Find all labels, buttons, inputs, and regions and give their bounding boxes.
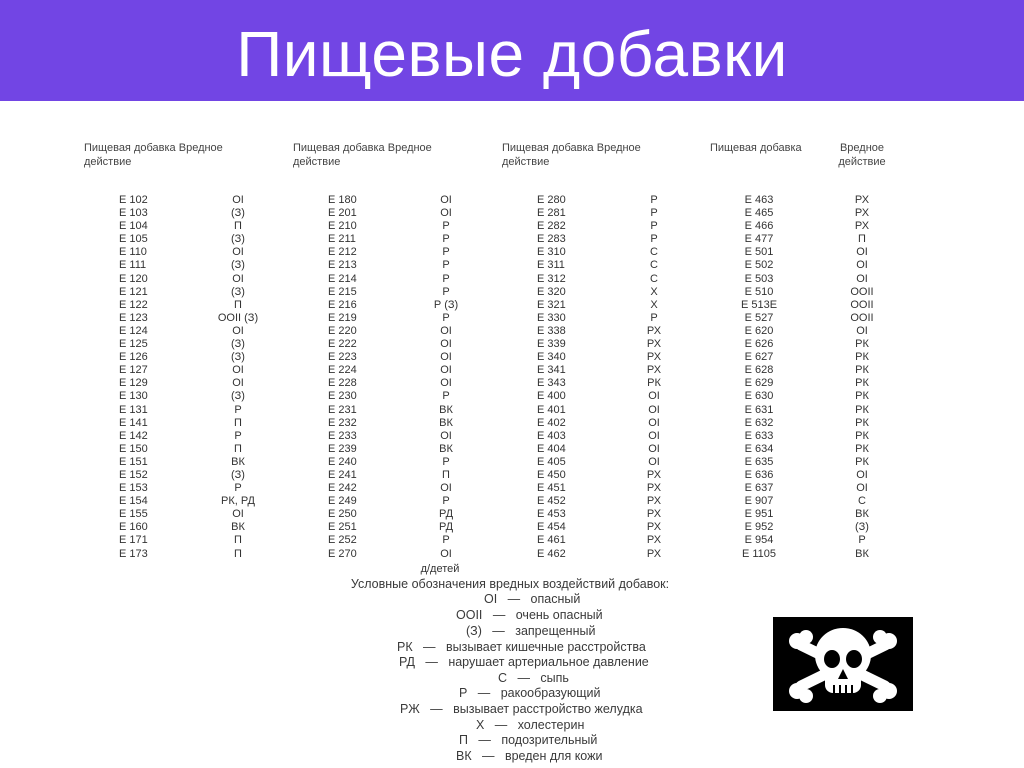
harmful-effect: ОI bbox=[232, 194, 244, 206]
additive-code: Е 180 bbox=[328, 194, 357, 206]
harmful-effect: Р bbox=[442, 390, 450, 403]
harmful-effect: (З) bbox=[231, 207, 245, 220]
legend-dash: — bbox=[467, 733, 502, 747]
harmful-effect: П bbox=[858, 233, 866, 246]
legend-code: Р bbox=[459, 686, 468, 700]
legend-item bbox=[459, 733, 597, 748]
legend-item bbox=[466, 624, 595, 639]
column-header-effect: Вредное действие bbox=[838, 142, 886, 168]
additive-code: Е 404 bbox=[537, 442, 566, 455]
harmful-effect: (З) bbox=[231, 285, 245, 298]
additive-code: Е 270 bbox=[328, 547, 357, 560]
harmful-effect: (З) bbox=[231, 338, 245, 351]
harmful-effect: РХ bbox=[646, 364, 662, 377]
harmful-effect: ОI bbox=[440, 207, 452, 220]
additive-code: Е 220 bbox=[328, 324, 357, 337]
harmful-effect: Р bbox=[442, 259, 450, 272]
harmful-effect: ОI bbox=[232, 272, 244, 285]
harmful-effect: С bbox=[858, 495, 866, 508]
additive-code: Е 501 bbox=[744, 246, 774, 259]
harmful-effect: ОI bbox=[648, 416, 660, 429]
additive-code: Е 152 bbox=[119, 468, 148, 481]
effects-list bbox=[624, 194, 684, 561]
additive-code: Е 954 bbox=[744, 534, 774, 547]
harmful-effect: Р bbox=[442, 534, 450, 547]
legend-meaning: вызывает кишечные расстройства bbox=[445, 640, 646, 654]
harmful-effect: РК bbox=[855, 403, 869, 416]
additive-code: Е 452 bbox=[537, 495, 566, 508]
additive-code: Е 503 bbox=[744, 272, 774, 285]
harmful-effect: ОI bbox=[232, 508, 244, 521]
legend-dash: — bbox=[481, 624, 516, 638]
legend-item bbox=[397, 640, 646, 655]
harmful-effect: РК, РД bbox=[221, 495, 255, 508]
additive-code: Е 201 bbox=[328, 207, 357, 220]
legend-code: ООII bbox=[456, 608, 483, 622]
header-effect: Вредное действие bbox=[84, 142, 223, 168]
harmful-effect: (З) bbox=[231, 351, 245, 364]
additive-code: Е 321 bbox=[537, 298, 566, 311]
additive-code: Е 466 bbox=[744, 220, 774, 233]
legend-meaning: сыпь bbox=[540, 671, 569, 685]
harmful-effect: Р bbox=[442, 220, 450, 233]
harmful-effect: РД bbox=[438, 521, 454, 534]
additive-code: Е 173 bbox=[119, 547, 148, 560]
additive-code: Е 454 bbox=[537, 521, 566, 534]
additive-code: Е 951 bbox=[744, 508, 774, 521]
column-header bbox=[502, 141, 672, 169]
legend-code: Х bbox=[476, 718, 485, 732]
harmful-effect: РХ bbox=[646, 521, 662, 534]
legend-item bbox=[400, 702, 643, 717]
header-code: Пищевая добавка bbox=[502, 142, 594, 154]
additive-code: Е 626 bbox=[744, 338, 774, 351]
harmful-effect: РХ bbox=[646, 468, 662, 481]
additive-code: Е 401 bbox=[537, 403, 566, 416]
additive-code: Е 130 bbox=[119, 390, 148, 403]
harmful-effect: ОI bbox=[440, 547, 452, 560]
legend-item bbox=[456, 749, 602, 764]
harmful-effect: РХ bbox=[646, 547, 662, 560]
additive-code: Е 340 bbox=[537, 351, 566, 364]
skull-and-crossbones-icon bbox=[773, 617, 913, 711]
harmful-effect: ВК bbox=[855, 508, 869, 521]
harmful-effect: ВК bbox=[231, 521, 245, 534]
additive-code: Е 462 bbox=[537, 547, 566, 560]
additive-code: Е 341 bbox=[537, 364, 566, 377]
harmful-effect: ОI bbox=[232, 324, 244, 337]
legend-dash: — bbox=[497, 592, 531, 606]
harmful-effect: П bbox=[234, 416, 242, 429]
harmful-effect: ОI bbox=[440, 194, 452, 206]
legend-dash: — bbox=[484, 718, 518, 732]
harmful-effect: РХ bbox=[646, 482, 662, 495]
harmful-effect: П bbox=[234, 442, 242, 455]
harmful-effect: ОI bbox=[440, 338, 452, 351]
additive-code: Е 102 bbox=[119, 194, 148, 206]
additive-code: Е 126 bbox=[119, 351, 148, 364]
legend-dash: — bbox=[419, 702, 454, 716]
legend-dash: — bbox=[412, 640, 446, 654]
harmful-effect: ОI bbox=[440, 482, 452, 495]
harmful-effect: Р bbox=[858, 534, 866, 547]
harmful-effect: С bbox=[650, 259, 658, 272]
additive-code: Е 154 bbox=[119, 495, 148, 508]
additive-code: Е 513Е bbox=[740, 298, 778, 311]
additive-code: Е 252 bbox=[328, 534, 357, 547]
harmful-effect: РХ bbox=[646, 534, 662, 547]
header-effect: Вредное действие bbox=[293, 142, 432, 168]
additive-code: Е 125 bbox=[119, 338, 148, 351]
additive-code: Е 142 bbox=[119, 429, 148, 442]
harmful-effect: ОI bbox=[440, 364, 452, 377]
harmful-effect: ВК bbox=[439, 442, 453, 455]
harmful-effect: С bbox=[650, 272, 658, 285]
legend-item bbox=[456, 608, 603, 623]
additive-code: Е 952 bbox=[744, 521, 774, 534]
additive-code: Е 231 bbox=[328, 403, 357, 416]
additive-code: Е 171 bbox=[119, 534, 148, 547]
harmful-effect: ОI bbox=[440, 351, 452, 364]
harmful-effect: РД bbox=[438, 508, 454, 521]
additive-code: Е 400 bbox=[537, 390, 566, 403]
header-code: Пищевая добавка bbox=[293, 142, 385, 154]
additive-code: Е 280 bbox=[537, 194, 566, 206]
additive-code: Е 127 bbox=[119, 364, 148, 377]
additive-code: Е 141 bbox=[119, 416, 148, 429]
additive-code: Е 223 bbox=[328, 351, 357, 364]
harmful-effect: ОI bbox=[232, 246, 244, 259]
additive-code: Е 150 bbox=[119, 442, 148, 455]
additive-code: Е 632 bbox=[744, 416, 774, 429]
harmful-effect: ОI bbox=[856, 324, 868, 337]
additive-code: Е 281 bbox=[537, 207, 566, 220]
legend-code: ОI bbox=[484, 592, 498, 606]
effects-list bbox=[832, 194, 892, 561]
additive-code: Е 242 bbox=[328, 482, 357, 495]
harmful-effect: П bbox=[234, 220, 242, 233]
additive-code: Е 240 bbox=[328, 455, 357, 468]
legend-item bbox=[484, 592, 580, 607]
additive-code: Е 210 bbox=[328, 220, 357, 233]
additive-code: Е 153 bbox=[119, 482, 148, 495]
additive-code: Е 405 bbox=[537, 455, 566, 468]
additive-code: Е 211 bbox=[328, 233, 356, 246]
harmful-effect: (З) bbox=[231, 390, 245, 403]
harmful-effect: ОI bbox=[440, 377, 452, 390]
harmful-effect: РК bbox=[855, 416, 869, 429]
additive-code: Е 241 bbox=[328, 468, 357, 481]
legend-dash: — bbox=[471, 749, 505, 763]
harmful-effect: ООII (З) bbox=[217, 311, 259, 324]
harmful-effect: Р bbox=[442, 495, 450, 508]
legend-meaning: вреден для кожи bbox=[504, 749, 603, 763]
legend-code: (З) bbox=[466, 624, 482, 638]
harmful-effect: РХ bbox=[854, 207, 870, 220]
harmful-effect: Р bbox=[442, 285, 450, 298]
harmful-effect: Р bbox=[234, 429, 242, 442]
additive-code: Е 155 bbox=[119, 508, 148, 521]
harmful-effect: РК bbox=[855, 455, 869, 468]
additive-code: Е 105 bbox=[119, 233, 148, 246]
legend-meaning: запрещенный bbox=[515, 624, 596, 638]
legend-code: РД bbox=[399, 655, 415, 669]
additive-code: Е 151 bbox=[119, 455, 148, 468]
harmful-effect: ОI bbox=[440, 324, 452, 337]
harmful-effect: П bbox=[442, 468, 450, 481]
harmful-effect: ОI bbox=[648, 455, 660, 468]
harmful-effect: ОI bbox=[856, 468, 868, 481]
column-header-code: Пищевая добавка bbox=[710, 142, 802, 154]
harmful-effect: ОI bbox=[856, 482, 868, 495]
additive-code: Е 320 bbox=[537, 285, 566, 298]
harmful-effect: Р bbox=[650, 207, 658, 220]
legend-item bbox=[498, 671, 569, 686]
additive-code: Е 629 bbox=[744, 377, 774, 390]
legend-code: ВК bbox=[456, 749, 472, 763]
additive-code: Е 1105 bbox=[741, 547, 777, 560]
additive-code: Е 403 bbox=[537, 429, 566, 442]
additive-code: Е 233 bbox=[328, 429, 357, 442]
harmful-effect: (З) bbox=[855, 521, 869, 534]
additive-code: Е 451 bbox=[537, 482, 566, 495]
additive-code: Е 122 bbox=[119, 298, 148, 311]
additive-code: Е 461 bbox=[537, 534, 566, 547]
additive-code: Е 250 bbox=[328, 508, 357, 521]
additive-code: Е 630 bbox=[744, 390, 774, 403]
column-header bbox=[84, 141, 254, 169]
header-code: Пищевая добавка bbox=[84, 142, 176, 154]
additive-code: Е 338 bbox=[537, 324, 566, 337]
additive-code: Е 251 bbox=[328, 521, 357, 534]
harmful-effect: ОI bbox=[648, 442, 660, 455]
harmful-effect: Р bbox=[442, 272, 450, 285]
harmful-effect: РХ bbox=[646, 338, 662, 351]
additive-code: Е 635 bbox=[744, 455, 774, 468]
legend-meaning: очень опасный bbox=[515, 608, 603, 622]
additive-code: Е 160 bbox=[119, 521, 148, 534]
additive-code: Е 631 bbox=[744, 403, 774, 416]
legend-item bbox=[476, 718, 584, 733]
additive-code: Е 312 bbox=[537, 272, 566, 285]
additive-code: Е 239 bbox=[328, 442, 357, 455]
harmful-effect: Р bbox=[650, 311, 658, 324]
additive-code: Е 232 bbox=[328, 416, 357, 429]
additive-code: Е 450 bbox=[537, 468, 566, 481]
additive-code: Е 502 bbox=[744, 259, 774, 272]
additive-code: Е 465 bbox=[744, 207, 774, 220]
legend-meaning: ракообразующий bbox=[500, 686, 601, 700]
additive-code: Е 510 bbox=[744, 285, 774, 298]
additive-code: Е 634 bbox=[744, 442, 774, 455]
page-title: Пищевые добавки bbox=[236, 18, 788, 90]
additive-code: Е 343 bbox=[537, 377, 566, 390]
harmful-effect: ОI bbox=[440, 429, 452, 442]
harmful-effect: РХ bbox=[646, 351, 662, 364]
additive-code: Е 477 bbox=[744, 233, 774, 246]
harmful-effect: П bbox=[234, 298, 242, 311]
legend-code: П bbox=[459, 733, 468, 747]
harmful-effect: Р bbox=[234, 403, 242, 416]
legend-title: Условные обозначения вредных воздействий добавок: bbox=[350, 577, 670, 591]
harmful-effect: Р bbox=[442, 233, 450, 246]
column-header bbox=[293, 141, 463, 169]
legend-dash: — bbox=[467, 686, 501, 700]
additive-code: Е 104 bbox=[119, 220, 148, 233]
harmful-effect: РК bbox=[647, 377, 661, 390]
legend-code: РЖ bbox=[400, 702, 420, 716]
harmful-effect: РХ bbox=[854, 220, 870, 233]
legend-item bbox=[399, 655, 649, 670]
additive-code: Е 216 bbox=[328, 298, 357, 311]
note-for-children: д/детей bbox=[420, 563, 460, 575]
harmful-effect: ОI bbox=[232, 377, 244, 390]
additive-code: Е 907 bbox=[744, 495, 774, 508]
additive-code: Е 282 bbox=[537, 220, 566, 233]
additive-code: Е 402 bbox=[537, 416, 566, 429]
additive-code: Е 224 bbox=[328, 364, 357, 377]
harmful-effect: ОI bbox=[856, 246, 868, 259]
harmful-effect: Р bbox=[234, 482, 242, 495]
additive-code: Е 214 bbox=[328, 272, 357, 285]
legend-meaning: опасный bbox=[530, 592, 581, 606]
legend-dash: — bbox=[482, 608, 516, 622]
harmful-effect: РХ bbox=[646, 324, 662, 337]
harmful-effect: ОI bbox=[856, 272, 868, 285]
harmful-effect: Р bbox=[442, 311, 450, 324]
effects-list bbox=[208, 194, 268, 561]
legend-meaning: вызывает расстройство желудка bbox=[453, 702, 643, 716]
additive-code: Е 339 bbox=[537, 338, 566, 351]
additive-code: Е 121 bbox=[119, 285, 148, 298]
additive-code: Е 463 bbox=[744, 194, 774, 206]
harmful-effect: Х bbox=[650, 285, 658, 298]
additive-code: Е 230 bbox=[328, 390, 357, 403]
harmful-effect: ООII bbox=[850, 285, 874, 298]
header-effect: Вредное действие bbox=[502, 142, 641, 168]
harmful-effect: ОI bbox=[232, 364, 244, 377]
additive-code: Е 283 bbox=[537, 233, 566, 246]
codes-list bbox=[728, 194, 790, 561]
harmful-effect: РХ bbox=[646, 508, 662, 521]
additive-code: Е 213 bbox=[328, 259, 357, 272]
additive-code: Е 249 bbox=[328, 495, 357, 508]
additive-code: Е 311 bbox=[537, 259, 565, 272]
legend-dash: — bbox=[414, 655, 449, 669]
legend-item bbox=[459, 686, 601, 701]
harmful-effect: ВК bbox=[439, 403, 453, 416]
harmful-effect: Р bbox=[650, 220, 658, 233]
harmful-effect: Р bbox=[650, 233, 658, 246]
additive-code: Е 131 bbox=[119, 403, 148, 416]
harmful-effect: С bbox=[650, 246, 658, 259]
additive-code: Е 633 bbox=[744, 429, 774, 442]
effects-list bbox=[416, 194, 476, 561]
harmful-effect: ОI bbox=[648, 429, 660, 442]
legend-meaning: нарушает артериальное давление bbox=[448, 655, 649, 669]
additive-code: Е 228 bbox=[328, 377, 357, 390]
legend-dash: — bbox=[507, 671, 541, 685]
harmful-effect: РК bbox=[855, 442, 869, 455]
legend-code: С bbox=[498, 671, 508, 685]
harmful-effect: Х bbox=[650, 298, 658, 311]
harmful-effect: ВК bbox=[439, 416, 453, 429]
harmful-effect: ООII bbox=[850, 298, 874, 311]
harmful-effect: (З) bbox=[231, 468, 245, 481]
codes-list bbox=[328, 194, 357, 561]
codes-list bbox=[119, 194, 148, 561]
additive-code: Е 129 bbox=[119, 377, 148, 390]
harmful-effect: ООII bbox=[850, 311, 874, 324]
harmful-effect: РК bbox=[855, 377, 869, 390]
harmful-effect: Р bbox=[442, 455, 450, 468]
harmful-effect: ОI bbox=[648, 403, 660, 416]
additive-code: Е 330 bbox=[537, 311, 566, 324]
additive-code: Е 627 bbox=[744, 351, 774, 364]
additive-code: Е 637 bbox=[744, 482, 774, 495]
legend-code: РК bbox=[397, 640, 413, 654]
harmful-effect: ОI bbox=[648, 390, 660, 403]
harmful-effect: (З) bbox=[231, 259, 245, 272]
additive-code: Е 124 bbox=[119, 324, 148, 337]
harmful-effect: (З) bbox=[231, 233, 245, 246]
additive-code: Е 453 bbox=[537, 508, 566, 521]
additive-code: Е 123 bbox=[119, 311, 148, 324]
harmful-effect: Р (З) bbox=[433, 298, 459, 311]
additive-code: Е 111 bbox=[119, 259, 147, 272]
harmful-effect: Р bbox=[442, 246, 450, 259]
additive-code: Е 110 bbox=[119, 246, 147, 259]
additive-code: Е 103 bbox=[119, 207, 148, 220]
harmful-effect: РК bbox=[855, 390, 869, 403]
additive-code: Е 222 bbox=[328, 338, 357, 351]
harmful-effect: РК bbox=[855, 429, 869, 442]
harmful-effect: П bbox=[234, 534, 242, 547]
legend-meaning: подозрительный bbox=[501, 733, 598, 747]
harmful-effect: РК bbox=[855, 338, 869, 351]
harmful-effect: ВК bbox=[231, 455, 245, 468]
harmful-effect: ВК bbox=[855, 547, 869, 560]
harmful-effect: РХ bbox=[646, 495, 662, 508]
additive-code: Е 628 bbox=[744, 364, 774, 377]
additive-code: Е 120 bbox=[119, 272, 148, 285]
codes-list bbox=[537, 194, 566, 561]
additive-code: Е 636 bbox=[744, 468, 774, 481]
harmful-effect: Р bbox=[650, 194, 658, 206]
harmful-effect: П bbox=[234, 547, 242, 560]
legend bbox=[300, 577, 720, 763]
additive-code: Е 310 bbox=[537, 246, 566, 259]
additive-code: Е 527 bbox=[744, 311, 774, 324]
harmful-effect: РК bbox=[855, 364, 869, 377]
additive-code: Е 215 bbox=[328, 285, 357, 298]
additive-code: Е 620 bbox=[744, 324, 774, 337]
additive-code: Е 219 bbox=[328, 311, 357, 324]
harmful-effect: РХ bbox=[854, 194, 870, 206]
legend-meaning: холестерин bbox=[517, 718, 585, 732]
additive-code: Е 212 bbox=[328, 246, 357, 259]
harmful-effect: РК bbox=[855, 351, 869, 364]
harmful-effect: ОI bbox=[856, 259, 868, 272]
